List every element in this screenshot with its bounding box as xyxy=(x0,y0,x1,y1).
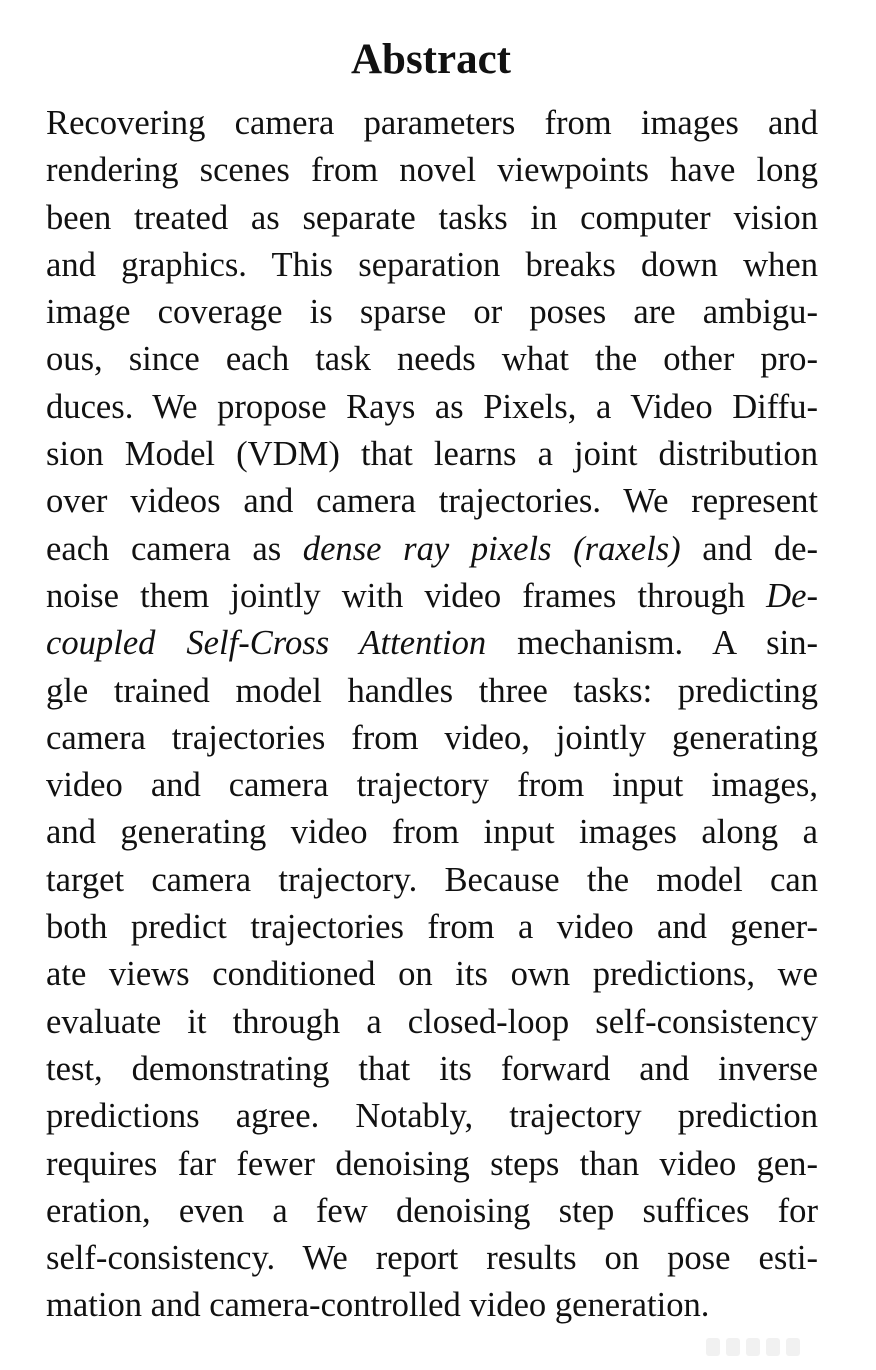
line-text: and generating video from input images along a xyxy=(46,813,818,852)
italic-term-attention: coupled Self-Cross Attention xyxy=(46,624,487,663)
abstract-line xyxy=(46,242,818,289)
abstract-line xyxy=(46,147,818,194)
abstract-line xyxy=(46,904,818,951)
italic-term-attention-start: De- xyxy=(766,576,818,615)
line-text: predictions agree. Notably, trajectory prediction xyxy=(46,1097,818,1136)
line-text: mation and camera-controlled video generation. xyxy=(46,1286,710,1325)
abstract-line xyxy=(46,1141,818,1188)
line-text: over videos and camera trajectories. We represent xyxy=(46,482,818,521)
line-text: and graphics. This separation breaks down when xyxy=(46,245,818,284)
abstract-line xyxy=(46,336,818,383)
line-text: test, demonstrating that its forward and inverse xyxy=(46,1049,818,1088)
watermark-mark xyxy=(786,1338,800,1356)
line-text: target camera trajectory. Because the model can xyxy=(46,860,818,899)
line-text: each camera as xyxy=(46,529,303,568)
line-text: requires far fewer denoising steps than video gen- xyxy=(46,1144,818,1183)
line-text: Recovering camera parameters from images and xyxy=(46,104,818,142)
line-text: sion Model (VDM) that learns a joint distribution xyxy=(46,435,818,474)
abstract-line xyxy=(46,478,818,525)
line-text: self-consistency. We report results on pose esti- xyxy=(46,1239,818,1278)
abstract-body xyxy=(46,100,818,1330)
line-text: rendering scenes from novel viewpoints have long xyxy=(46,151,818,190)
line-text: evaluate it through a closed-loop self-consistency xyxy=(46,1002,818,1041)
watermark-mark xyxy=(706,1338,720,1356)
abstract-line xyxy=(46,573,818,620)
line-text: duces. We propose Rays as Pixels, a Video Diffu- xyxy=(46,387,818,426)
line-text: camera trajectories from video, jointly generating xyxy=(46,718,818,757)
abstract-line xyxy=(46,1188,818,1235)
abstract-line xyxy=(46,809,818,856)
abstract-line xyxy=(46,195,818,242)
line-text: ous, since each task needs what the other pro- xyxy=(46,340,818,379)
line-text: ate views conditioned on its own predictions, we xyxy=(46,955,818,994)
watermark-mark xyxy=(726,1338,740,1356)
abstract-line xyxy=(46,526,818,573)
abstract-line xyxy=(46,431,818,478)
watermark-mark xyxy=(746,1338,760,1356)
line-text: been treated as separate tasks in computer vision xyxy=(46,198,818,237)
abstract-line xyxy=(46,999,818,1046)
italic-term-raxels: dense ray pixels (raxels) xyxy=(302,529,681,568)
abstract-line xyxy=(46,289,818,336)
abstract-line xyxy=(46,668,818,715)
abstract-line xyxy=(46,715,818,762)
abstract-line xyxy=(46,100,818,147)
abstract-line xyxy=(46,1235,818,1282)
abstract-line xyxy=(46,1282,818,1329)
line-text: mechanism. A sin- xyxy=(486,624,818,663)
abstract-heading: Abstract xyxy=(350,36,511,83)
watermark-logo xyxy=(706,1336,856,1358)
line-text: eration, even a few denoising step suffices for xyxy=(46,1191,818,1230)
line-text: image coverage is sparse or poses are ambigu- xyxy=(46,293,818,332)
line-text: both predict trajectories from a video and gener- xyxy=(46,908,818,947)
abstract-line xyxy=(46,620,818,667)
watermark-mark xyxy=(766,1338,780,1356)
abstract-line xyxy=(46,951,818,998)
abstract-line xyxy=(46,857,818,904)
abstract-line xyxy=(46,762,818,809)
abstract-line xyxy=(46,1093,818,1140)
line-text: noise them jointly with video frames through xyxy=(46,576,767,615)
line-text: and de- xyxy=(680,529,818,568)
abstract-line xyxy=(46,1046,818,1093)
abstract-line xyxy=(46,384,818,431)
line-text: video and camera trajectory from input images, xyxy=(46,766,818,805)
line-text: gle trained model handles three tasks: predicting xyxy=(46,671,818,710)
